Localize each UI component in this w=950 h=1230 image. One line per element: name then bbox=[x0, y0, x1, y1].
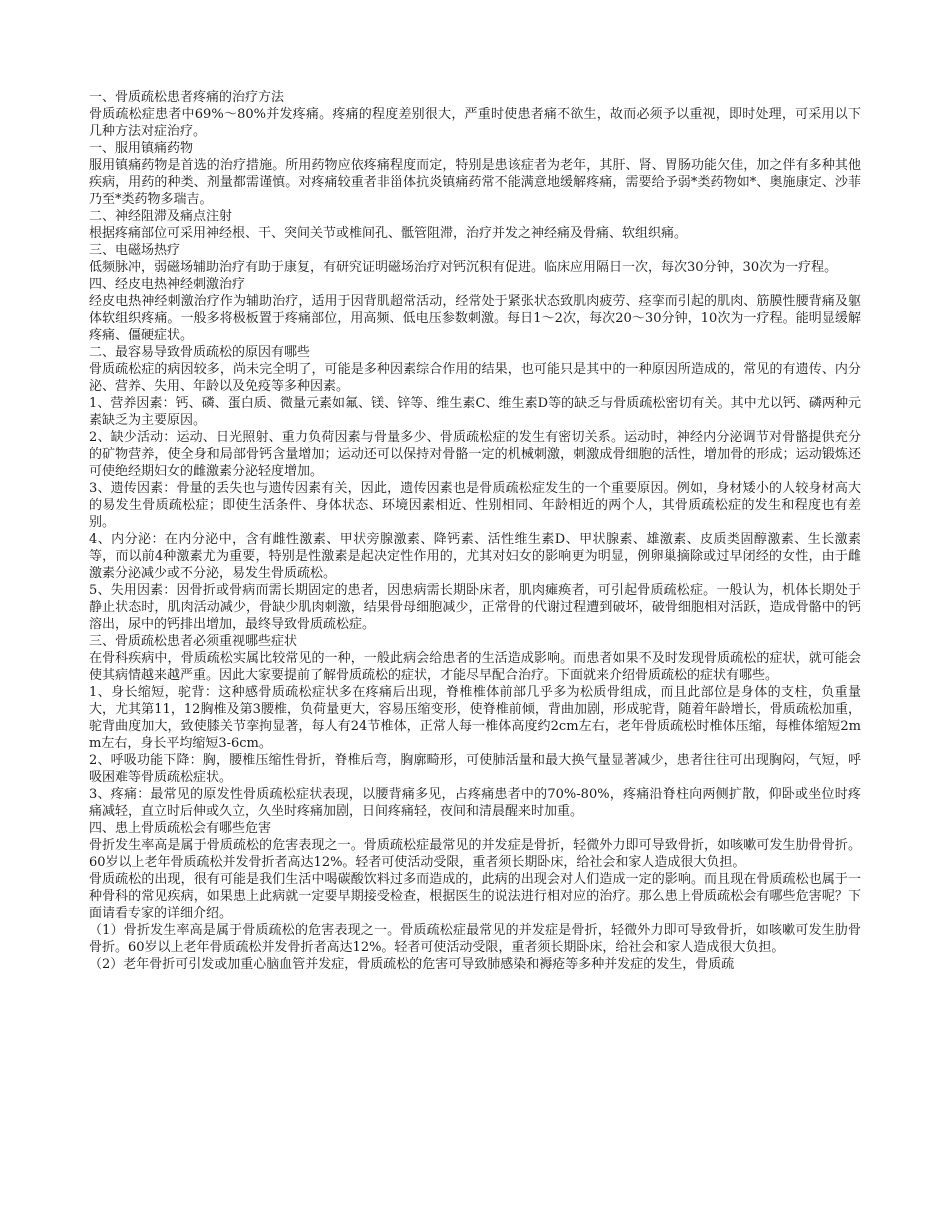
paragraph: 3、疼痛：最常见的原发性骨质疏松症状表现，以腰背痛多见，占疼痛患者中的70%-80%，疼痛沿脊柱向两侧扩散，仰卧或坐位时疼痛减轻，直立时后伸或久立，久坐时疼痛加剧，日间疼痛轻，夜间和清晨醒来时加重。 bbox=[89, 787, 861, 819]
section-heading: 二、最容易导致骨质疏松的原因有哪些 bbox=[89, 345, 311, 360]
section-heading: 二、神经阻滞及痛点注射 bbox=[89, 209, 233, 224]
section-heading: 四、经皮电热神经刺激治疗 bbox=[89, 277, 246, 292]
section-heading: 一、服用镇痛药物 bbox=[89, 141, 194, 156]
document-body bbox=[89, 89, 861, 973]
section-heading: 三、骨质疏松患者必须重视哪些症状 bbox=[89, 634, 298, 649]
paragraph: 1、身长缩短，驼背：这种感骨质疏松症状多在疼痛后出现，脊椎椎体前部几乎多为松质骨组成，而且此部位是身体的支柱，负重量大，尤其第11，12胸椎及第3腰椎，负荷量更大，容易压缩变形，使脊椎前倾，背曲加剧，形成驼背，随着年龄增长，骨质疏松加重，驼背曲度加大，致使膝关节挛拘显著，每人有24节椎体，正常人每一椎体高度约2cm左右，老年骨质疏松时椎体压缩，每椎体缩短2mm左右，身长平均缩短3-6cm。 bbox=[89, 685, 861, 751]
paragraph: 根据疼痛部位可采用神经根、干、突间关节或椎间孔、骶管阻滞，治疗并发之神经痛及骨痛、软组织痛。 bbox=[89, 226, 688, 241]
section-heading: 四、患上骨质疏松会有哪些危害 bbox=[89, 821, 272, 836]
paragraph: 服用镇痛药物是首选的治疗措施。所用药物应依疼痛程度而定，特别是患该症者为老年，其肝、肾、胃肠功能欠佳，加之伴有多种其他疾病，用药的种类、剂量都需谨慎。对疼痛较重者非甾体抗炎镇痛药常不能满意地缓解疼痛，需要给予弱*类药物如*、奥施康定、沙菲乃至*类药物多瑞吉。 bbox=[89, 158, 861, 207]
paragraph: 骨质疏松症患者中69%～80%并发疼痛。疼痛的程度差别很大，严重时使患者痛不欲生，故而必须予以重视，即时处理，可采用以下几种方法对症治疗。 bbox=[89, 107, 861, 139]
section-heading: 一、骨质疏松患者疼痛的治疗方法 bbox=[89, 90, 285, 105]
paragraph: 低频脉冲，弱磁场辅助治疗有助于康复，有研究证明磁场治疗对钙沉积有促进。临床应用隔日一次，每次30分钟，30次为一疗程。 bbox=[89, 260, 838, 275]
paragraph: （1）骨折发生率高是属于骨质疏松的危害表现之一。骨质疏松症最常见的并发症是骨折，轻微外力即可导致骨折，如咳嗽可发生肋骨骨折。60岁以上老年骨质疏松并发骨折者高达12%。轻者可使活动受限，重者须长期卧床，给社会和家人造成很大负担。 bbox=[89, 923, 861, 955]
paragraph: 4、内分泌：在内分泌中，含有雌性激素、甲状旁腺激素、降钙素、活性维生素D、甲状腺素、雄激素、皮质类固醇激素、生长激素等，而以前4种激素尤为重要，特别是性激素是起决定性作用的，尤其对妇女的影响更为明显，例卵巢摘除或过早闭经的女性，由于雌激素分泌减少或不分泌，易发生骨质疏松。 bbox=[89, 532, 861, 581]
paragraph: 3、遗传因素：骨量的丢失也与遗传因素有关，因此，遗传因素也是骨质疏松症发生的一个重要原因。例如，身材矮小的人较身材高大的易发生骨质疏松症；即使生活条件、身体状态、环境因素相近、性别相同、年龄相近的两个人，其骨质疏松症的发生和程度也有差别。 bbox=[89, 481, 861, 530]
section-heading: 三、电磁场热疗 bbox=[89, 243, 181, 258]
paragraph: 骨质疏松症的病因较多，尚未完全明了，可能是多种因素综合作用的结果，也可能只是其中的一种原因所造成的，常见的有遗传、内分泌、营养、失用、年龄以及免疫等多种因素。 bbox=[89, 362, 861, 394]
paragraph: 经皮电热神经刺激治疗作为辅助治疗，适用于因背肌超常活动，经常处于紧张状态致肌肉疲劳、痉挛而引起的肌肉、筋膜性腰背痛及躯体软组织疼痛。一般多将极板置于疼痛部位，用高频、低电压参数刺激。每日1～2次，每次20～30分钟，10次为一疗程。能明显缓解疼痛、僵硬症状。 bbox=[89, 294, 861, 343]
paragraph: 骨质疏松的出现，很有可能是我们生活中喝碳酸饮料过多而造成的，此病的出现会对人们造成一定的影响。而且现在骨质疏松也属于一种骨科的常见疾病，如果患上此病就一定要早期接受检查，根据医生的说法进行相对应的治疗。那么患上骨质疏松会有哪些危害呢？下面请看专家的详细介绍。 bbox=[89, 872, 861, 921]
paragraph: 骨折发生率高是属于骨质疏松的危害表现之一。骨质疏松症最常见的并发症是骨折，轻微外力即可导致骨折，如咳嗽可发生肋骨骨折。60岁以上老年骨质疏松并发骨折者高达12%。轻者可使活动受限，重者须长期卧床，给社会和家人造成很大负担。 bbox=[89, 838, 861, 870]
paragraph: （2）老年骨折可引发或加重心脑血管并发症，骨质疏松的危害可导致肺感染和褥疮等多种并发症的发生，骨质疏 bbox=[89, 957, 735, 972]
paragraph: 5、失用因素：因骨折或骨病而需长期固定的患者，因患病需长期卧床者，肌肉瘫痪者，可引起骨质疏松症。一般认为，机体长期处于静止状态时，肌肉活动减少，骨缺少肌肉刺激，结果骨母细胞减少，正常骨的代谢过程遭到破坏，破骨细胞相对活跃，造成骨骼中的钙溶出，尿中的钙排出增加，最终导致骨质疏松症。 bbox=[89, 583, 861, 632]
paragraph: 1、营养因素：钙、磷、蛋白质、微量元素如氟、镁、锌等、维生素C、维生素D等的缺乏与骨质疏松密切有关。其中尤以钙、磷两种元素缺乏为主要原因。 bbox=[89, 396, 861, 428]
paragraph: 在骨科疾病中，骨质疏松实属比较常见的一种，一般此病会给患者的生活造成影响。而患者如果不及时发现骨质疏松的症状，就可能会使其病情越来越严重。因此大家要提前了解骨质疏松的症状，才能尽早配合治疗。下面就来介绍骨质疏松的症状有哪些。 bbox=[89, 651, 861, 683]
paragraph: 2、缺少活动：运动、日光照射、重力负荷因素与骨量多少、骨质疏松症的发生有密切关系。运动时，神经内分泌调节对骨骼提供充分的矿物营养，使全身和局部骨钙含量增加；运动还可以保持对骨骼一定的机械刺激，刺激成骨细胞的活性，增加骨的形成；运动锻炼还可使绝经期妇女的雌激素分泌轻度增加。 bbox=[89, 430, 861, 479]
paragraph: 2、呼吸功能下降：胸，腰椎压缩性骨折，脊椎后弯，胸廓畸形，可使肺活量和最大换气量显著减少，患者往往可出现胸闷，气短，呼吸困难等骨质疏松症状。 bbox=[89, 753, 861, 785]
